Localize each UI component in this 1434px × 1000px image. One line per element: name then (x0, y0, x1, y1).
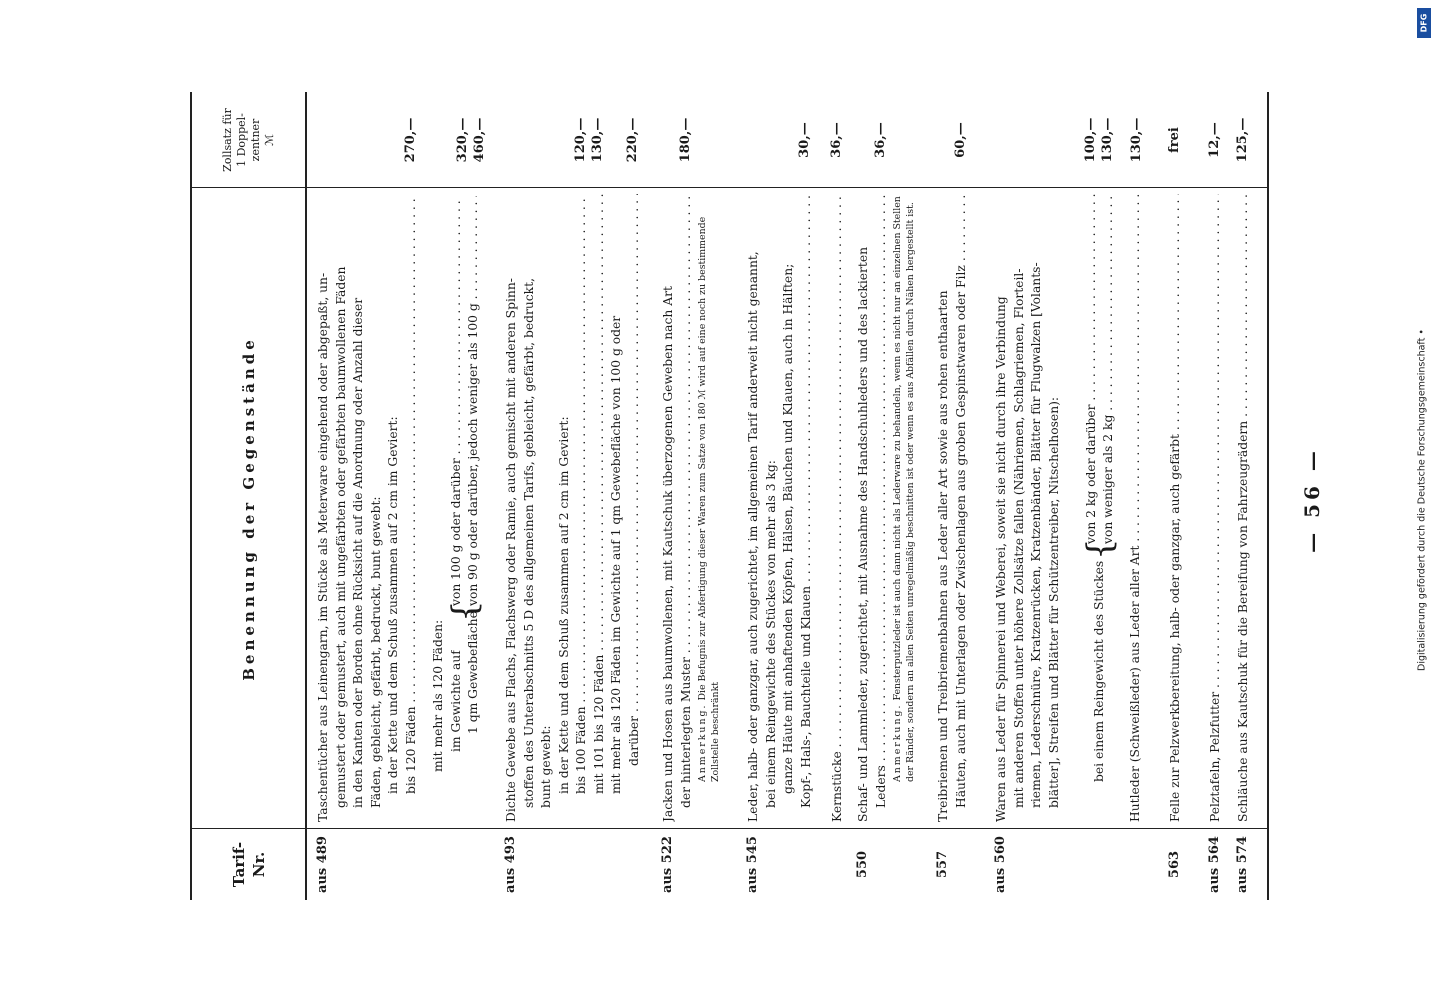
column-divider (305, 187, 1267, 188)
row-description: Taschentücher aus Leinengarn, im Stücke als Meterware eingehend oder abgepaßt, un- gemustert oder gemustert, auch mit ungefärbten oder gefärbten baumwollenen Fäden in den Kanten oder Borden ohne Rücksicht auf die Anordnung oder Anzahl dieser Fäden, gebleicht, gefärbt, bedruckt, bunt gewebt: in der Kette und dem Schuß zusammen auf 2 cm im Geviert: bis 120 Fäden . . . mit mehr als 120 Fäden: im Gewichte auf 1 qm Gewebefläche { von 100 g oder darüber . . . von 90 g oder darüber, jedoch weniger als 100 g . . . (315, 194, 484, 822)
brace-icon: { (1080, 538, 1120, 560)
dfg-logo-icon: DFG (1417, 8, 1431, 38)
rate-value: 130,— (1129, 117, 1144, 163)
footnote: Anmerkung. Die Befugnis zur Abfertigung dieser Waren zum Satze von 180 ℳ wird auf eine noch zu bestimmende Zollstelle beschränkt (697, 216, 721, 782)
row-description: Waren aus Leder für Spinnerei und Weberei, soweit sie nicht durch ihre Verbindung mit anderen Stoffen unter höhere Zollsätze fallen (Nähriemen, Schlagriemen, Florteil- riemen, Lederschnüre, Kratzenrücken, Kratzenbänder, Blätter für Flugwalzen [Volants- blätter], Streifen und Blätter für Schützentreiber, Nitschelhosen): bei einem Reingewicht des Stückes { von 2 kg oder darüber . . . von weniger als 2 kg . . . Hutleder (Schweißleder) aus Leder aller Art . . . (993, 194, 1145, 822)
row-description: Schaf- und Lammleder, zugerichtet, mit Ausnahme des Handschuhleders und des lackierten Leders . . . Anmerkung. Fensterputzleder ist auch dann nicht als Lederware zu behandeln, wenn es nicht nur an einzelnen Stellen der Ränder, sondern an allen Seiten unregelmäßig beschnitten ist oder wenn es aus Abfällen durch Nähen hergestellt ist. (855, 194, 917, 822)
rate-value: frei (1167, 127, 1182, 153)
tarif-number: aus 574 (1235, 836, 1250, 893)
row-description: Jacken und Hosen aus baumwollenen, mit Kautschuk überzogenen Geweben nach Art der hinterlegten Muster . . . Anmerkung. Die Befugnis zur Abfertigung dieser Waren zum Satze von 180 ℳ wird auf eine noch zu bestimmende Zollstelle beschränkt (660, 194, 722, 822)
rate-value: 100,— (1083, 117, 1098, 163)
rate-value: 125,— (1235, 117, 1250, 163)
tariff-table (190, 92, 1269, 900)
header-zollsatz: Zollsatz für 1 Doppel- zentner ℳ (220, 108, 276, 172)
rate-value: 130,— (590, 117, 605, 163)
tarif-number: 557 (935, 850, 950, 879)
header-tarif-nr: Tarif- Nr. (192, 828, 305, 900)
footnote: Anmerkung. Fensterputzleder ist auch dann nicht als Lederware zu behandeln, wenn es nicht nur an einzelnen Stellen der Ränder, sondern an allen Seiten unregelmäßig beschnitten ist oder wenn es aus Abfällen durch Nähen hergestellt ist. (892, 196, 916, 782)
rate-value: 220,— (625, 117, 640, 163)
rate-value: 30,— (797, 122, 812, 158)
table-body (305, 92, 1267, 900)
rate-value: 460,— (472, 117, 487, 163)
row-description: Pelztafeln, Pelzfutter . . . (1207, 194, 1225, 822)
row-description: Schläuche aus Kautschuk für die Bereifung von Fahrzeugrädern . . . (1235, 194, 1253, 822)
page-number: — 56 — (1300, 447, 1324, 553)
rate-value: 130,— (1100, 117, 1115, 163)
tarif-number: aus 489 (315, 836, 330, 893)
row-description: Felle zur Pelzwerkbereitung, halb- oder ganzgar, auch gefärbt . . . (1167, 194, 1185, 822)
rate-value: 12,— (1207, 122, 1222, 158)
brace-icon: { (444, 600, 485, 622)
tarif-number: 563 (1167, 850, 1182, 879)
column-divider (305, 828, 1267, 829)
rate-value: 180,— (678, 117, 693, 163)
tarif-number: aus 493 (503, 836, 518, 893)
row-description: Dichte Gewebe aus Flachs, Flachswerg oder Ramie, auch gemischt mit anderen Spinn- stoffen des Unterabschnitts 5 D des allgemeinen Tarifs, gebleicht, gefärbt, bedruckt, bunt gewebt: in der Kette und dem Schuß zusammen auf 2 cm im Geviert: bis 100 Fäden . . . mit 101 bis 120 Fäden . . . mit mehr als 120 Fäden im Gewichte auf 1 qm Gewebefläche von 100 g oder darüber . . . (503, 194, 643, 822)
tarif-number: aus 560 (993, 836, 1008, 893)
table-header (192, 92, 307, 900)
rate-value: 36,— (873, 122, 888, 158)
tarif-number: aus 545 (745, 836, 760, 893)
row-description: Treibriemen und Treibriemenbahnen aus Leder aller Art sowie aus rohen enthaarten Häuten, auch mit Unterlagen oder Zwischenlagen aus groben Gespinstwaren oder Filz . . . (935, 194, 970, 822)
tarif-number: 550 (855, 850, 870, 879)
tarif-number: aus 522 (660, 836, 675, 893)
rate-value: 120,— (573, 117, 588, 163)
rate-value: 36,— (829, 122, 844, 158)
header-benennung: Benennung der Gegenstände (192, 187, 305, 829)
credit-text: Digitalisierung gefördert durch die Deutsche Forschungsgemeinschaft • (1416, 329, 1428, 671)
rate-value: 320,— (455, 117, 470, 163)
rate-value: 270,— (403, 117, 418, 163)
digitization-credit (1414, 0, 1430, 1000)
tarif-number: aus 564 (1207, 836, 1222, 893)
rate-value: 60,— (953, 122, 968, 158)
row-description: Leder, halb- oder ganzgar, auch zugerichtet, im allgemeinen Tarif anderweit nicht genannt, bei einem Reingewichte des Stückes von mehr als 3 kg: ganze Häute mit anhaftenden Köpfen, Hälsen, Bäuchen und Klauen, auch in Hälften; Kopf-, Hals-, Bauchteile und Klauen . . . Kernstücke . . . (745, 194, 847, 822)
